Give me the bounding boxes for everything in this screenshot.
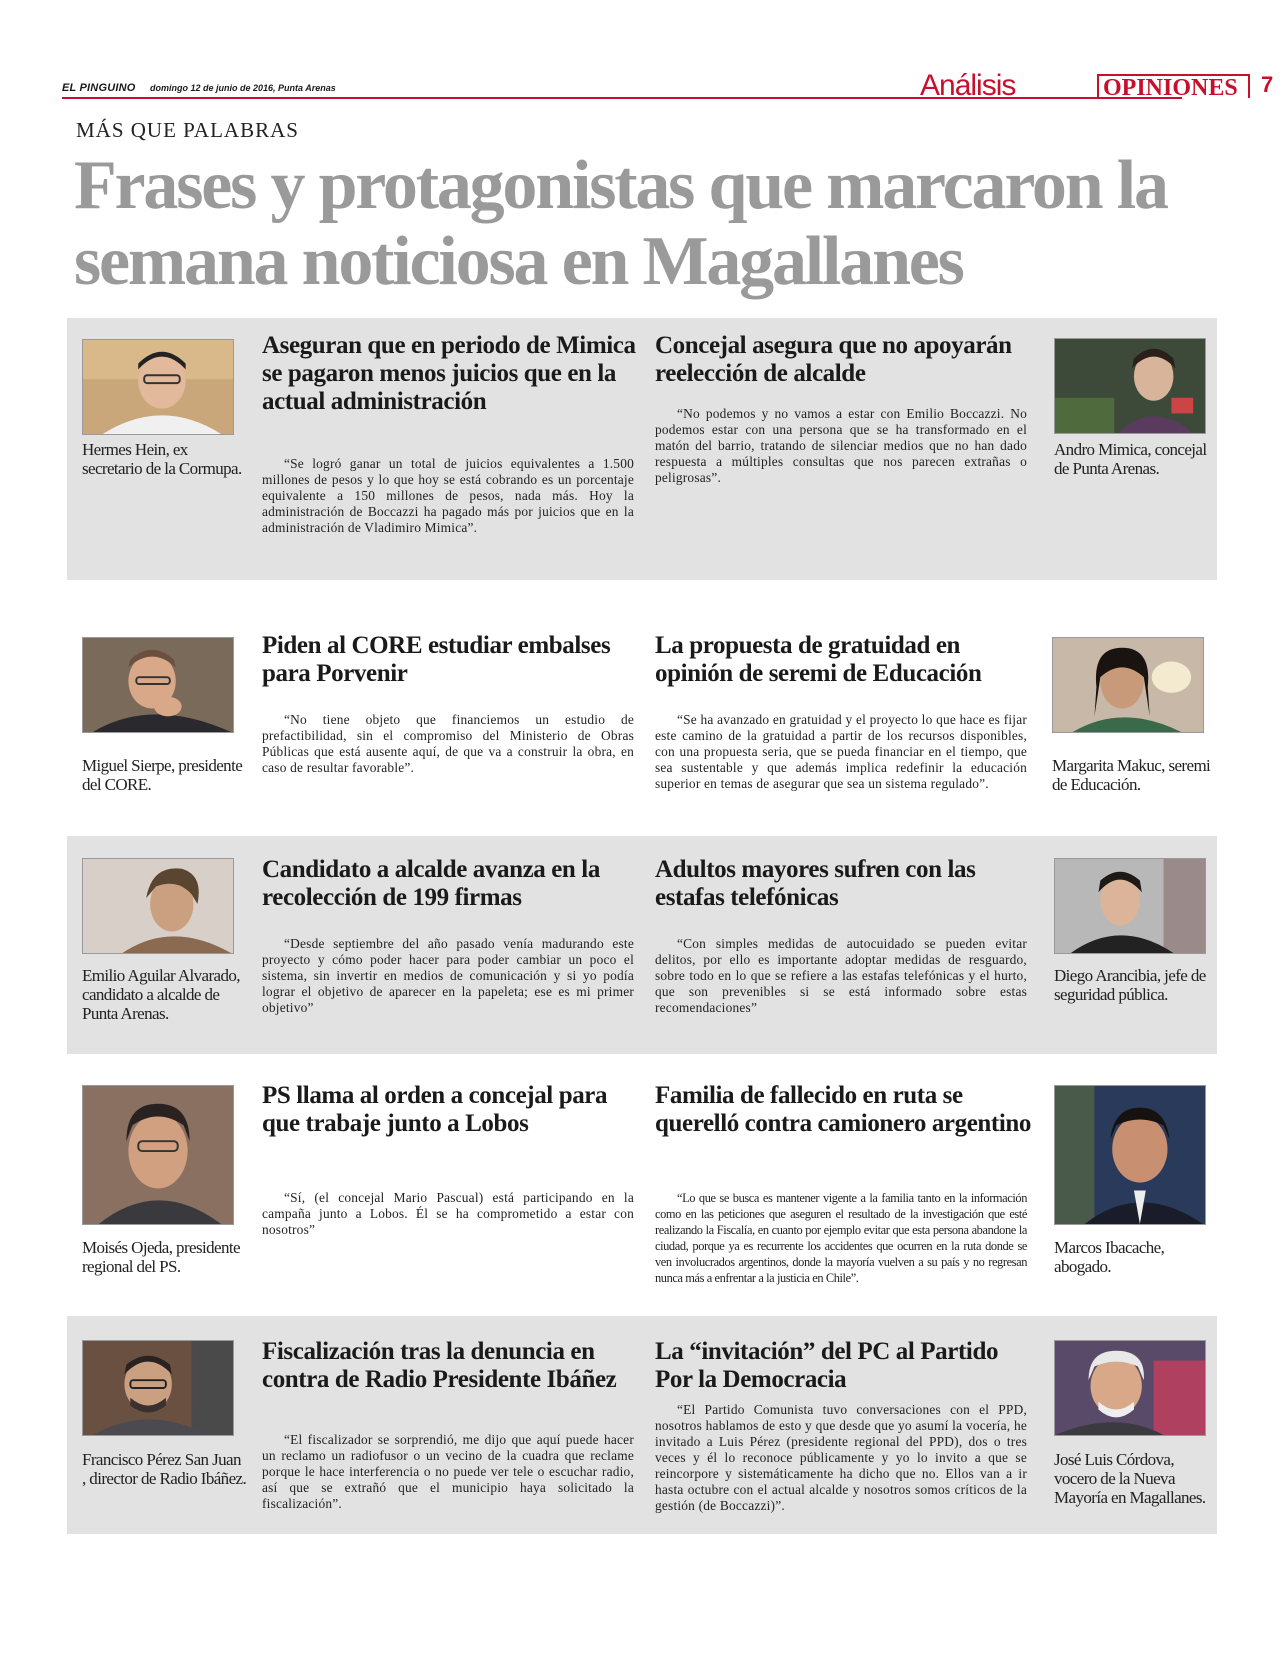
story-quote-9: “El fiscalizador se sorprendió, me dijo que aquí puede hacer un reclamo un radiofusor o un vecino de la cuadra que reclame porque le hace interferencia o no puede ver tele o escuchar radio, así que se extrañó que el municipio haya solicitado la fiscalización”. bbox=[262, 1432, 634, 1511]
section-label: OPINIONES bbox=[1097, 74, 1250, 98]
story-title-10: La “invitación” del PC al Partido Por la Democracia bbox=[655, 1338, 999, 1393]
story-quote-4: “Se ha avanzado en gratuidad y el proyecto lo que hace es fijar este camino de la gratuidad a partir de los recursos disponibles, con una propuesta seria, que se pueda financiar en el tiempo, que sea sustentable y que además implica redefinir la educación superior en temas de asegurar que sea un sistema regulado”. bbox=[655, 712, 1027, 791]
story-title-1: Aseguran que en periodo de Mimica se pagaron menos juicios que en la actual administración bbox=[262, 332, 636, 415]
story-title-4: La propuesta de gratuidad en opinión de seremi de Educación bbox=[655, 632, 982, 687]
masthead: EL PINGUINO bbox=[62, 82, 136, 94]
story-title-5: Candidato a alcalde avanza en la recolección de 199 firmas bbox=[262, 856, 600, 911]
photo-miguel-sierpe bbox=[82, 637, 234, 733]
story-quote-7: “Sí, (el concejal Mario Pascual) está participando en la campaña junto a Lobos. Él se ha comprometido a estar con nosotros” bbox=[262, 1190, 634, 1237]
caption-10: José Luis Córdova, vocero de la Nueva Mayoría en Magallanes. bbox=[1054, 1450, 1206, 1507]
story-title-6: Adultos mayores sufren con las estafas telefónicas bbox=[655, 856, 976, 911]
story-quote-2: “No podemos y no vamos a estar con Emilio Boccazzi. No podemos estar con una persona que se ha transformado en el matón del barrio, tratando de silenciar medios que no han dado respuesta a múltiples consultas que nos parecen extrañas o peligrosas”. bbox=[655, 406, 1027, 485]
story-title-9: Fiscalización tras la denuncia en contra de Radio Presidente Ibáñez bbox=[262, 1338, 617, 1393]
headline: Frases y protagonistas que marcaron la semana noticiosa en Magallanes bbox=[74, 147, 1167, 300]
story-quote-3: “No tiene objeto que financiemos un estudio de prefactibilidad, sin el compromiso del Ministerio de Obras Públicas que está ausente aquí, de que va a construir la obra, en caso de resultar favorable”. bbox=[262, 712, 634, 775]
story-quote-10: “El Partido Comunista tuvo conversaciones con el PPD, nosotros hablamos de esto y que desde que yo asumí la vocería, he invitado a Luis Pérez (presidente regional del PPD), dos o tres veces y él lo reconoce públicamente y yo lo invito a que se reincorpore y sistemáticamente ha dicho que no. Ellos van a ir hasta octubre con el actual alcalde y nosotros somos críticos de la gestión (de Boccazzi)”. bbox=[655, 1402, 1027, 1513]
caption-7: Moisés Ojeda, presidente regional del PS. bbox=[82, 1238, 240, 1276]
band-5 bbox=[67, 1316, 1217, 1534]
photo-francisco-perez bbox=[82, 1340, 234, 1436]
page-number: 7 bbox=[1261, 72, 1274, 97]
story-quote-5: “Desde septiembre del año pasado venía madurando este proyecto y cómo poder hacer para poder cambiar un poco el sistema, sin invertir en medios de comunicación y si yo podía lograr el objetivo de aparecer en la papeleta; ese es mi primer objetivo” bbox=[262, 936, 634, 1015]
story-title-3: Piden al CORE estudiar embalses para Porvenir bbox=[262, 632, 611, 687]
caption-2: Andro Mimica, concejal de Punta Arenas. bbox=[1054, 440, 1207, 478]
story-title-7: PS llama al orden a concejal para que trabaje junto a Lobos bbox=[262, 1082, 608, 1137]
photo-andro-mimica bbox=[1054, 338, 1206, 434]
story-quote-1: “Se logró ganar un total de juicios equivalentes a 1.500 millones de pesos y lo que hoy se está cobrando es un porcentaje equivalente a 150 millones de pesos, nada más. Hoy la administración de Boccazzi ha pagado más por juicios que en la administración de Vladimiro Mimica”. bbox=[262, 456, 634, 535]
photo-emilio-aguilar bbox=[82, 858, 234, 954]
caption-6: Diego Arancibia, jefe de seguridad pública. bbox=[1054, 966, 1206, 1004]
story-quote-6: “Con simples medidas de autocuidado se pueden evitar delitos, por ello es importante adoptar medidas de resguardo, sobre todo en lo que se refiere a las estafas telefónicas y el hurto, que son prevenibles si se está informado sobre estas recomendaciones” bbox=[655, 936, 1027, 1015]
photo-marcos-ibacache bbox=[1054, 1085, 1206, 1225]
caption-1: Hermes Hein, ex secretario de la Cormupa. bbox=[82, 440, 242, 478]
photo-margarita-makuc bbox=[1052, 637, 1204, 733]
caption-9: Francisco Pérez San Juan , director de Radio Ibáñez. bbox=[82, 1450, 247, 1488]
kicker: MÁS QUE PALABRAS bbox=[76, 118, 299, 142]
caption-8: Marcos Ibacache, abogado. bbox=[1054, 1238, 1165, 1276]
page-header bbox=[62, 69, 1274, 102]
caption-3: Miguel Sierpe, presidente del CORE. bbox=[82, 756, 243, 794]
story-title-2: Concejal asegura que no apoyarán reelección de alcalde bbox=[655, 332, 1012, 387]
caption-5: Emilio Aguilar Alvarado, candidato a alcalde de Punta Arenas. bbox=[82, 966, 240, 1023]
photo-jose-luis-cordova bbox=[1054, 1340, 1206, 1436]
photo-hermes-hein bbox=[82, 339, 234, 435]
story-title-8: Familia de fallecido en ruta se querelló contra camionero argentino bbox=[655, 1082, 1031, 1137]
photo-moises-ojeda bbox=[82, 1085, 234, 1225]
story-quote-8: “Lo que se busca es mantener vigente a la familia tanto en la información como en las peticiones que aseguren el resultado de la investigación que esté realizando la Fiscalía, en cuanto por ejemplo evitar que esta persona abandone la ciudad, porque ya es recurrente los accidentes que ocurren en la ruta donde se ven involucrados argentinos, donde la mayoría vuelven a su país y no regresan nunca más a enfrentar a la justicia en Chile”. bbox=[655, 1191, 1027, 1285]
photo-diego-arancibia bbox=[1054, 858, 1206, 954]
dateline: domingo 12 de junio de 2016, Punta Arenas bbox=[150, 83, 336, 93]
section-script: Análisis bbox=[920, 69, 1016, 102]
caption-4: Margarita Makuc, seremi de Educación. bbox=[1052, 756, 1211, 794]
